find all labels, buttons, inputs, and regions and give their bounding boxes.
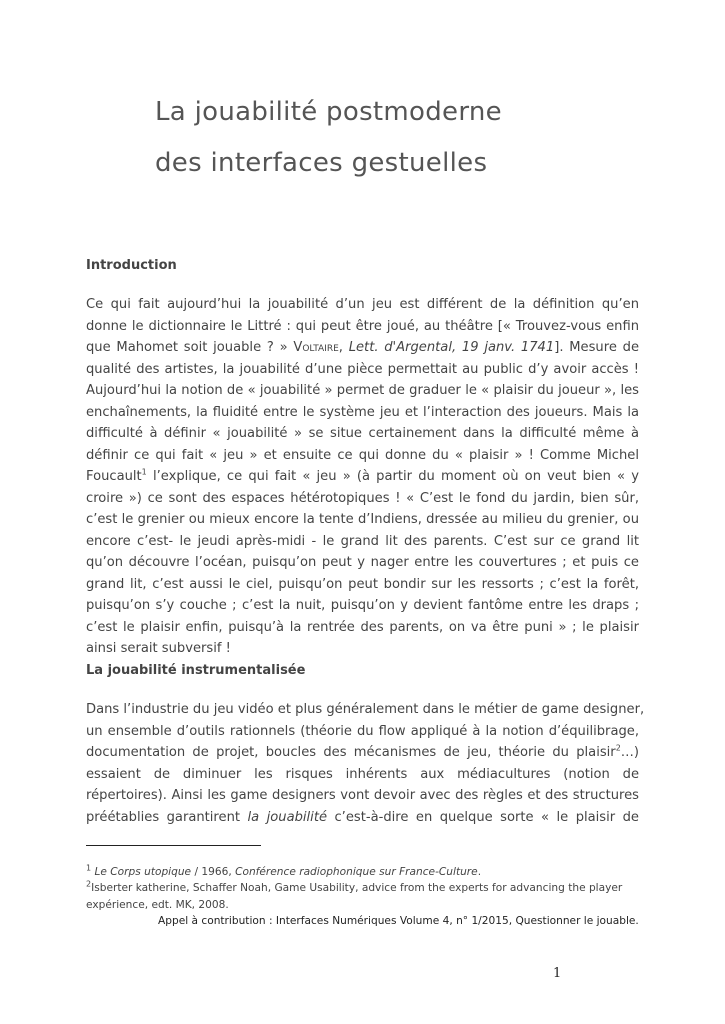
footnote-number: 1 <box>86 863 92 873</box>
footnote-text: . <box>477 866 482 878</box>
paragraph-line <box>86 337 639 359</box>
paragraph-line: essaient de diminuer les risques inhérents aux médiacultures (notion de <box>86 766 639 782</box>
footnote-text: / 1966, <box>191 866 236 878</box>
paragraph-text: ]. Mesure de <box>554 340 640 355</box>
paragraph-text: …) <box>620 745 639 760</box>
paragraph-line: Ce qui fait aujourd’hui la jouabilité d’un jeu est différent de la définition qu’en <box>86 297 639 312</box>
paragraph-line: difficulté à définir « jouabilité » se situe certainement dans la difficulté même à <box>86 426 639 441</box>
paragraph-line <box>86 807 639 829</box>
footnote-number: 2 <box>86 879 92 889</box>
instrumentalisation-paragraph <box>86 699 645 828</box>
footnote-separator <box>86 845 261 846</box>
paragraph-text: préétablies garantirent <box>86 809 248 825</box>
author-name: Voltaire <box>293 340 339 355</box>
footnote-2 <box>86 880 646 914</box>
paragraph-line: qualité des artistes, la jouabilité d’une pièce permettait au public d’y avoir accès ! <box>86 361 639 377</box>
paragraph-line: grand lit, c’est aussi le ciel, puisqu’on peut bondir sur les ressorts ; c’est la forêt, <box>86 576 639 592</box>
paragraph-line: c’est le plaisir enfin, puisqu’à la rentrée des parents, on va être puni » ; le plaisir <box>86 619 639 635</box>
paragraph-line: ainsi serait subversif ! <box>86 641 231 656</box>
footnote-1 <box>86 864 646 881</box>
paragraph-line: croire ») ce sont des espaces hétérotopiques ! « C’est le fond du jardin, bien sûr, <box>86 490 639 506</box>
paragraph-line: répertoires). Ainsi les game designers vont devoir avec des règles et des structures <box>86 788 639 803</box>
paragraph-line: puisqu’on s’y couche ; c’est la nuit, puisqu’on y devient fantôme entre les draps ; <box>86 598 639 613</box>
paragraph-line: Dans l’industrie du jeu vidéo et plus généralement dans le métier de game designer, <box>86 702 645 717</box>
paragraph-line: c’est le grenier ou mieux encore la tente d’Indiens, dressée au milieu du grenier, ou <box>86 512 639 527</box>
footnote-text: expérience, edt. MK, 2008. <box>86 899 229 911</box>
section-heading-jouabilite-instrumentalisee: La jouabilité instrumentalisée <box>86 663 306 678</box>
paragraph-line: enchaînements, la fluidité entre le système jeu et l’interaction des joueurs. Mais la <box>86 404 639 420</box>
paragraph-line <box>86 742 639 764</box>
emphasized-term: la jouabilité <box>247 809 328 825</box>
section-heading-introduction: Introduction <box>86 258 177 273</box>
paragraph-line: définir ce qui fait « jeu » et ensuite ce qui donne du « plaisir » ! Comme Michel <box>86 447 639 463</box>
paragraph-text: documentation de projet, boucles des mécanismes de jeu, théorie du plaisir <box>86 745 616 760</box>
document-title-line-2: des interfaces gestuelles <box>155 148 488 178</box>
footnote-source: Conférence radiophonique sur France-Culture <box>235 866 478 878</box>
paragraph-line: encore c’est- le jeudi après-midi - le grand lit des parents. C’est sur ce grand lit <box>86 533 639 549</box>
paragraph-text: l’explique, ce qui fait « jeu » (à partir du moment où on veut bien « y <box>146 469 639 484</box>
footnote-marker: 1 <box>141 467 147 477</box>
paragraph-text: , <box>338 340 349 355</box>
page-number: 1 <box>553 966 562 981</box>
paragraph-line: Aujourd’hui la notion de « jouabilité » permet de graduer le « plaisir du joueur », les <box>86 383 639 398</box>
paragraph-line: qu’on découvre l’océan, puisqu’on peut y nager entre les couvertures ; et puis ce <box>86 555 639 570</box>
paragraph-text: que Mahomet soit jouable ? » <box>86 340 294 355</box>
paragraph-line <box>86 466 639 488</box>
call-for-papers-footer: Appel à contribution : Interfaces Numériques Volume 4, n° 1/2015, Questionner le jouable. <box>158 915 639 927</box>
paragraph-text: Foucault <box>86 469 142 484</box>
footnote-marker: 2 <box>615 743 621 753</box>
paragraph-line: donne le dictionnaire le Littré : qui peut être joué, au théâtre [« Trouvez-vous enfin <box>86 318 639 334</box>
paragraph-line: un ensemble d’outils rationnels (théorie du flow appliqué à la notion d’équilibrage, <box>86 723 639 739</box>
footnote-work-title: Le Corps utopique <box>94 866 192 878</box>
document-title-line-1: La jouabilité postmoderne <box>155 97 502 127</box>
introduction-paragraph <box>86 294 639 660</box>
citation-reference: Lett. d'Argental, 19 janv. 1741 <box>348 340 555 355</box>
footnote-text: Isberter katherine, Schaffer Noah, Game Usability, advice from the experts for advancing the player <box>91 882 623 894</box>
paragraph-text: c’est-à-dire en quelque sorte « le plaisir de <box>327 809 639 825</box>
